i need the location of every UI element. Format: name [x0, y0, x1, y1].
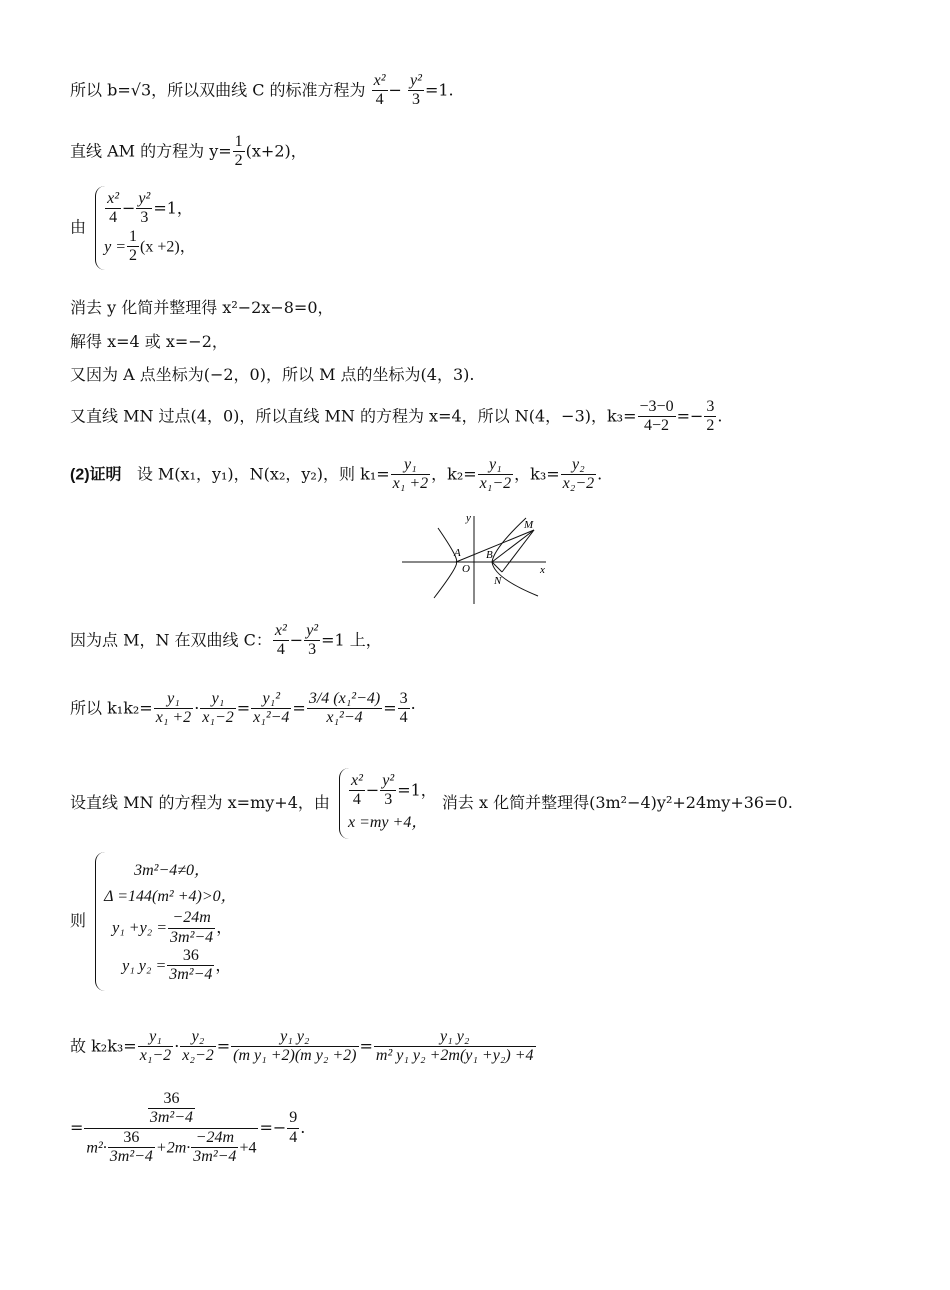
line-3-system: 由 $\frac{\text{x²}}{4}$ − $\frac{\text{y²}}{3}$ =1， y = $\frac{1}{2}$ (x +2)， [70, 186, 196, 270]
sqrt-3: √3 [130, 80, 152, 100]
line-12-system: 则 3m²−4≠0， Δ =144(m² +4)>0， y₁ +y₂ = $\frac{-24m}{\text{3m²−4}}$ ， y₁ y₂ = $\frac{36}{\text{3m²−4}}$ ， [70, 852, 237, 991]
line-11: 设直线 MN 的方程为 x=my+4，由 $\frac{\text{x²}}{4}$ − $\frac{\text{y²}}{3}$ =1， x =my +4， 消去 x 化简并整理得(3m²−4)y²+24my+36=0. [70, 768, 793, 839]
label-b: B [486, 549, 493, 561]
line-6: 又因为 A 点坐标为(−2，0)，所以 M 点的坐标为(4，3). [70, 365, 475, 384]
line-5: 解得 x=4 或 x=−2， [70, 332, 228, 351]
line-14: = $\frac{36}{\text{3m²−4}}$ m²· $\frac{36}{\text{3m²−4}}$ +2m· $\frac{-24m}{\text{3m²−4}}$ +4 =− $\frac{9}{4}$ . [70, 1090, 306, 1166]
label-o: O [462, 563, 470, 575]
fraction: $\frac{\text{y²}}{3}$ [410, 72, 422, 109]
hyperbola-figure [398, 508, 558, 608]
equation-system: $\frac{\text{x²}}{4}$ − $\frac{\text{y²}}{3}$ =1， y = $\frac{1}{2}$ (x +2)， [95, 186, 196, 270]
line-9: 因为点 M，N 在双曲线 C： $\frac{\text{x²}}{4}$ − $\frac{\text{y²}}{3}$ =1 上， [70, 622, 382, 659]
line-7: 又直线 MN 过点(4，0)，所以直线 MN 的方程为 x=4，所以 N(4，−3)，k₃= $\frac{-3-0}{4-2}$ =− $\frac{3}{2}$ . [70, 398, 723, 435]
line-10: 所以 k₁k₂= $\frac{\text{y₁}}{\text{x₁ +2}}$ · $\frac{\text{y₁}}{\text{x₁−2}}$ = $\frac{\text{y₁²}}{\text{x₁²−4}}$ = $\frac{\text{3/4 (x₁²−4)}}{\text{x₁²−4}}$ = $\frac{3}{4}$ · [70, 690, 416, 727]
proof-label: (2)证明 [70, 466, 122, 484]
line-2: 直线 AM 的方程为 y= $\frac{1}{2}$ (x+2)， [70, 133, 307, 170]
text: 所以 b= [70, 80, 131, 100]
fraction: $\frac{1}{2}$ [234, 133, 243, 170]
line-4: 消去 y 化简并整理得 x²−2x−8=0， [70, 298, 334, 317]
line-1: 所以 b=√3，所以双曲线 C 的标准方程为 $\frac{\text{x²}}{4}$ − $\frac{\text{y²}}{3}$ =1. [70, 72, 454, 109]
label-n: N [494, 575, 502, 587]
complex-fraction: $\frac{36}{\text{3m²−4}}$ m²· $\frac{36}{\text{3m²−4}}$ +2m· $\frac{-24m}{\text{3m²−4}}$ +4 [86, 1090, 257, 1166]
label-a: A [454, 547, 461, 559]
equation-system: $\frac{\text{x²}}{4}$ − $\frac{\text{y²}}{3}$ =1， x =my +4， [339, 768, 437, 839]
line-13: 故 k₂k₃= $\frac{\text{y₁}}{\text{x₁−2}}$ · $\frac{\text{y₂}}{\text{x₂−2}}$ = $\frac{\text{y₁ y₂}}{\text{(m y₁ +2)(m y₂ +2)}}$ = $\frac{\text{y₁ y₂}}{\text{m² y₁ y₂ +2m(y₁ +y₂) +4}}$ [70, 1028, 534, 1065]
text: ，所以双曲线 C 的标准方程为 [151, 80, 366, 100]
fraction: $\frac{\text{x²}}{4}$ [373, 72, 386, 109]
label-y: y [466, 512, 471, 524]
hyperbola-left-branch [434, 528, 457, 598]
label-m: M [524, 519, 534, 531]
line-8: (2)证明 设 M(x₁，y₁)，N(x₂，y₂)，则 k₁= $\frac{\text{y₁}}{\text{x₁ +2}}$ ，k₂= $\frac{\text{y₁}}{\text{x₁−2}}$ ，k₃= $\frac{\text{y₂}}{\text{x₂−2}}$ . [70, 456, 603, 493]
equation-system: 3m²−4≠0， Δ =144(m² +4)>0， y₁ +y₂ = $\frac{-24m}{\text{3m²−4}}$ ， y₁ y₂ = $\frac{36}{\text{3m²−4}}$ ， [95, 852, 237, 991]
label-x: x [540, 564, 545, 576]
